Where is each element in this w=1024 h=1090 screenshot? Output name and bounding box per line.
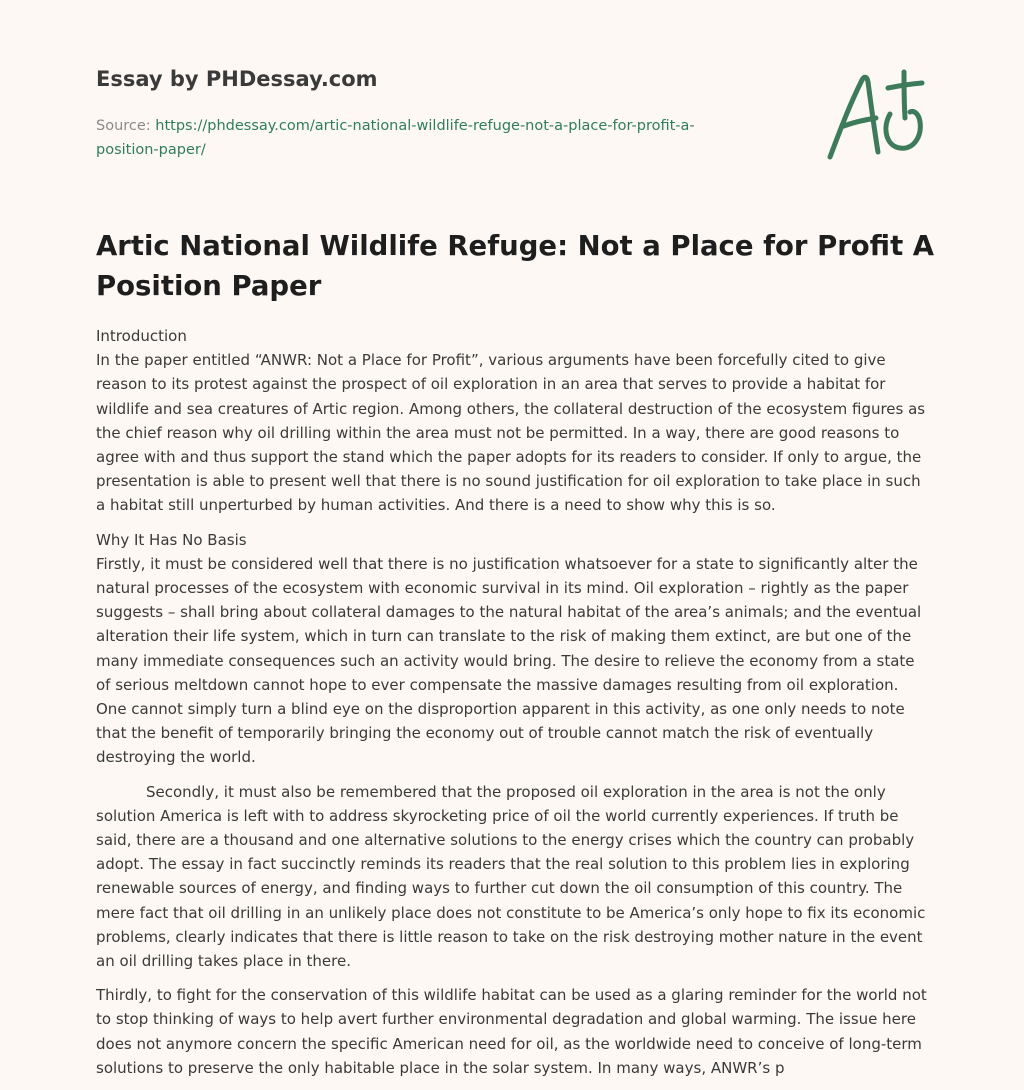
a-plus-logo-icon — [818, 66, 930, 166]
basis-text: Firstly, it must be considered well that there is no justification whatsoever for a state to significantly alter the natural processes of the ecosystem with economic survival in its mind. Oil exploration – rightly as the paper suggests – shall bring about collateral damages to the natural habitat of the area’s animals; and the eventual alteration their life system, which in turn can translate to the risk of making them extinct, are but one of the many immediate consequences such an activity would bring. The desire to relieve the economy from a state of serious meltdown cannot hope to ever compensate the massive damages resulting from oil exploration. One cannot simply turn a blind eye on the disproportion apparent in this activity, as one only needs to note that the benefit of temporarily bringing the economy out of trouble cannot match the risk of eventually destroying the world. — [96, 554, 922, 767]
intro-text: In the paper entitled “ANWR: Not a Place for Profit”, various arguments have been forcefully cited to give reason to its protest against the prospect of oil exploration in an area that serves to provide a habitat for wildlife and sea creatures of Artic region. Among others, the collateral destruction of the ecosystem figures as the chief reason why oil drilling within the area must not be permitted. In a way, there are good reasons to agree with and thus support the stand which the paper adopts for its readers to consider. If only to argue, the presentation is able to present well that there is no sound justification for oil exploration to take place in such a habitat still unperturbed by human activities. And there is a need to show why this is so. — [96, 351, 926, 515]
intro-paragraph — [96, 324, 932, 518]
brand-title: Essay by PHDessay.com — [96, 67, 378, 91]
source-label: Source: — [96, 118, 156, 134]
source-line — [96, 114, 736, 162]
source-link[interactable]: https://phdessay.com/artic-national-wildlife-refuge-not-a-place-for-profit-a-position-paper/ — [96, 118, 695, 158]
header — [96, 66, 736, 162]
second-paragraph: Secondly, it must also be remembered that the proposed oil exploration in the area is not the only solution America is left with to address skyrocketing price of oil the world currently experiences. If truth be said, there are a thousand and one alternative solutions to the energy crises which the country can probably adopt. The essay in fact succinctly reminds its readers that the real solution to this problem lies in exploring renewable sources of energy, and finding ways to further cut down the oil consumption of this country. The mere fact that oil drilling in an unlikely place does not constitute to be America’s only hope to fix its economic problems, clearly indicates that there is little reason to take on the risk destroying mother nature in the event an oil drilling takes place in there. — [96, 782, 926, 971]
essay-title: Artic National Wildlife Refuge: Not a Place for Profit A Position Paper — [96, 230, 935, 302]
basis-heading: Why It Has No Basis — [96, 530, 247, 549]
third-paragraph: Thirdly, to fight for the conservation of this wildlife habitat can be used as a glaring reminder for the world not to stop thinking of ways to help avert further environmental degradation and global warming. The issue here does not anymore concern the specific American need for oil, as the worldwide need to conceive of long-term solutions to preserve the only habitable place in the solar system. In many ways, ANWR’s p — [96, 986, 927, 1077]
essay-body — [96, 324, 932, 1090]
intro-heading: Introduction — [96, 327, 187, 345]
basis-paragraph — [96, 528, 932, 770]
